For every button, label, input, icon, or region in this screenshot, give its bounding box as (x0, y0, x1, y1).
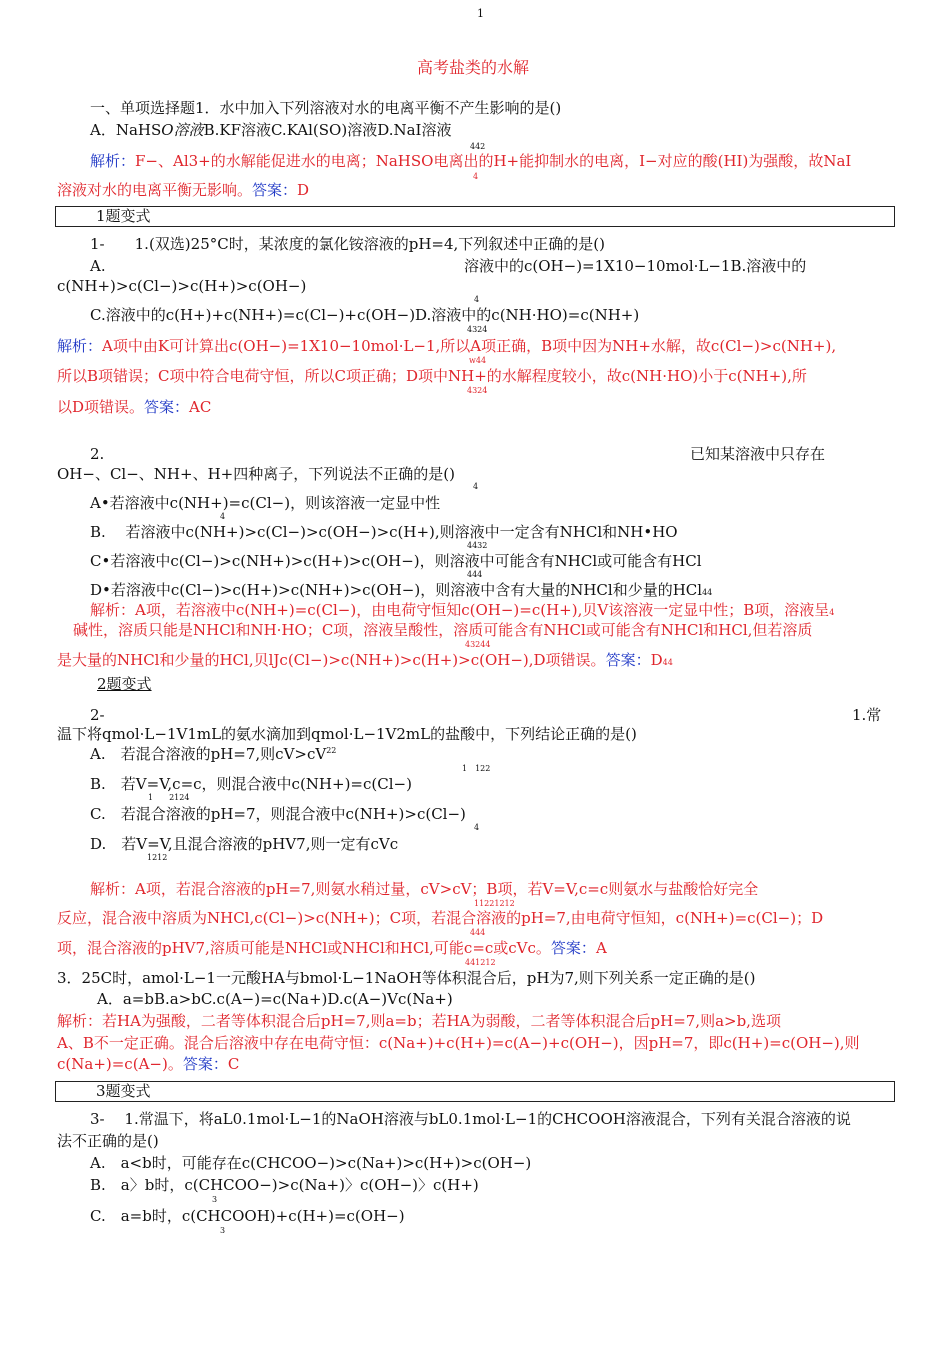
subscript-note: 4 (474, 295, 480, 304)
variant-3-header: 3题变式 (96, 1082, 151, 1100)
variant-1-explanation-line-1 (57, 336, 836, 356)
variant-3-option-c: C. a=b时，c(CHCOOH)+c(H+)=c(OH−) (90, 1207, 405, 1225)
question-3-answer-label: 答案： (182, 1055, 228, 1073)
q1-option-a-italic: O溶液 (161, 121, 204, 139)
superscript-note: 22 (326, 746, 337, 755)
question-1-stem (90, 98, 561, 118)
variant-1-number: 1- (90, 235, 105, 253)
variant-3-option-b: B. a〉b时，c(CHCOO−)>c(Na+)〉c(OH−)〉c(H+) (90, 1176, 479, 1194)
variant-1-explanation-line-3 (57, 397, 211, 417)
variant-3-stem-line-1 (90, 1109, 851, 1129)
question-2-option-c: C•若溶液中c(Cl−)>c(NH+)>c(H+)>c(OH−)，则溶液中可能含有NHCl或可能含有HCl (90, 552, 702, 570)
variant-3-header-box (55, 1081, 895, 1102)
variant-3-option-a: A. a<b时，可能存在c(CHCOO−)>c(Na+)>c(H+)>c(OH−) (90, 1154, 532, 1172)
question-3-explanation-line-3 (57, 1054, 239, 1074)
question-2-answer: D (650, 651, 663, 669)
subscript-note: 1212 (147, 853, 168, 862)
variant-2-option-d: D. 若V=V,且混合溶液的pHV7,则一定有cVc (90, 835, 399, 853)
question-2-stem: OH−、Cl−、NH+、H+四种离子，下列说法不正确的是() (57, 465, 455, 483)
variant-1-explanation-label: 解析： (57, 337, 103, 355)
question-3-explanation-line-1: 解析：若HA为强酸，二者等体积混合后pH=7,则a=b；若HA为弱酸，二者等体积混合后pH=7,则a>b,选项 (57, 1012, 781, 1030)
variant-2-option-a-text: A. 若混合溶液的pH=7,则cV>cV (90, 745, 327, 763)
question-1-options (90, 120, 451, 140)
question-2-explanation-line-1 (90, 600, 834, 620)
variant-1-option-a-continued: c(NH+)>c(Cl−)>c(H+)>c(OH−) (57, 277, 307, 295)
variant-2-answer: A (595, 939, 607, 957)
variant-2-stem-right: 1.常 (852, 706, 882, 724)
subscript-note: 444 (467, 570, 483, 579)
subscript-note: 3 (220, 1226, 226, 1235)
q1-answer-label: 答案： (252, 181, 298, 199)
subscript-note: 4 (474, 823, 480, 832)
variant-2-explanation-line-3 (57, 938, 607, 958)
page-number: 1 (477, 7, 484, 20)
subscript-note: 4324 (467, 386, 488, 395)
subscript-note: 4324 (467, 325, 488, 334)
variant-2-option-b: B. 若V=V,c=c，则混合液中c(NH+)=c(Cl−) (90, 775, 412, 793)
subscript-note: 44 (702, 588, 713, 597)
q1-answer: D (297, 181, 310, 199)
q1-explanation-line-1 (90, 151, 851, 171)
subscript-note: 4 (473, 172, 479, 181)
question-2-stem-right: 已知某溶液中只存在 (690, 445, 826, 463)
variant-1-explanation-text-3: 以D项错误。 (57, 398, 145, 416)
variant-2-explanation-line-1: 解析：A项，若混合溶液的pH=7,则氨水稍过量，cV>cV；B项，若V=V,c=c则氨水与盐酸恰好完全 (90, 880, 759, 898)
subscript-note: 44 (662, 658, 673, 667)
question-2-answer-label: 答案： (605, 651, 651, 669)
variant-1-answer: AC (189, 398, 212, 416)
question-2-number: 2. (90, 445, 105, 463)
variant-2-option-a (90, 744, 336, 764)
q1-explanation-label: 解析： (90, 152, 136, 170)
subscript-note: 442 (470, 142, 486, 151)
q1-option-a: A．NaHS (90, 121, 162, 139)
question-2-explanation-line-2: 碱性，溶质只能是NHCl和NH·HO；C项，溶液呈酸性，溶质可能含有NHCl或可能含有NHCl和HCl,但若溶质 (73, 621, 813, 639)
variant-2-answer-label: 答案： (550, 939, 596, 957)
variant-3-stem-text: 1.常温下，将aL0.1mol·L−1的NaOH溶液与bL0.1mol·L−1的CHCOOH溶液混合，下列有关混合溶液的说 (124, 1110, 851, 1128)
question-3-explanation-line-2: A、B不一定正确。混合后溶液中存在电荷守恒：c(Na+)+c(H+)=c(A−)+c(OH−)，因pH=7，即c(H+)=c(OH−),则 (57, 1034, 860, 1052)
subscript-note: 1 2124 (148, 793, 190, 802)
subscript-note: 11221212 (474, 899, 515, 908)
subscript-note: 441212 (465, 958, 496, 967)
q1-explanation-line-2 (57, 180, 309, 200)
variant-3-number: 3- (90, 1110, 105, 1128)
subscript-note: 4 (473, 482, 479, 491)
question-2-option-d-text: D•若溶液中c(Cl−)>c(H+)>c(NH+)>c(OH−)，则溶液中含有大量的NHCl和少量的HCl (90, 581, 703, 599)
question-2-option-a: A•若溶液中c(NH+)=c(Cl−)，则该溶液一定显中性 (90, 494, 441, 512)
question-3-stem: 3．25C时，amol·L−1一元酸HA与bmol·L−1NaOH等体积混合后，pH为7,则下列关系一定正确的是() (57, 969, 756, 987)
question-2-explanation-text-3: 是大量的NHCl和少量的HCl,贝lJc(Cl−)>c(NH+)>c(H+)>c(OH−),D项错误。 (57, 651, 606, 669)
variant-2-option-c: C. 若混合溶液的pH=7，则混合液中c(NH+)>c(Cl−) (90, 805, 466, 823)
subscript-note: 4 (829, 608, 835, 617)
subscript-note: 43244 (465, 640, 491, 649)
variant-2-explanation-text-3: 项，混合溶液的pHV7,溶质可能是NHCl或NHCl和HCl,可能c=c或cVc。 (57, 939, 551, 957)
q1-options-rest: B.KF溶液C.KAl(SO)溶液D.NaI溶液 (203, 121, 452, 139)
subscript-note: 444 (470, 928, 486, 937)
variant-1-explanation-text-1: A项中由K可计算出c(OH−)=1X10−10mol·L−1,所以A项正确，B项中因为NH+水解，故c(Cl−)>c(NH+), (102, 337, 837, 355)
variant-1-option-c-d: C.溶液中的c(H+)+c(NH+)=c(Cl−)+c(OH−)D.溶液中的c(NH·HO)=c(NH+) (90, 306, 640, 324)
q1-explanation-text: F−、Al3+的水解能促进水的电离；NaHSO电离出的H+能抑制水的电离，I−对应的酸(HI)为强酸，故NaI (135, 152, 852, 170)
question-3-answer: C (227, 1055, 240, 1073)
variant-1-stem (90, 234, 605, 254)
page-title: 高考盐类的水解 (417, 58, 530, 77)
question-2-option-d (90, 580, 712, 600)
variant-1-answer-label: 答案： (144, 398, 190, 416)
variant-2-stem: 温下将qmol·L−1V1mL的氨水滴加到qmol·L−1V2mL的盐酸中，下列结论正确的是() (57, 725, 637, 743)
variant-1-explanation-line-2: 所以B项错误；C项中符合电荷守恒，所以C项正确；D项中NH+的水解程度较小，故c(NH·HO)小于c(NH+),所 (57, 367, 807, 385)
q1-explanation-text-2: 溶液对水的电离平衡无影响。 (57, 181, 253, 199)
question-3-explanation-text-3: c(Na+)=c(A−)。 (57, 1055, 183, 1073)
section-heading: 一、单项选择题 (90, 99, 196, 117)
variant-3-stem-line-2: 法不正确的是() (57, 1132, 159, 1150)
variant-2-header: 2题变式 (97, 675, 152, 693)
q1-stem-text: 1．水中加入下列溶液对水的电离平衡不产生影响的是() (195, 99, 562, 117)
variant-2-explanation-line-2: 反应，混合液中溶质为NHCl,c(Cl−)>c(NH+)；C项，若混合溶液的pH=7,由电荷守恒知，c(NH+)=c(Cl−)；D (57, 909, 824, 927)
subscript-note: 4 (220, 512, 226, 521)
variant-1-option-a-right: 溶液中的c(OH−)=1X10−10mol·L−1B.溶液中的 (464, 257, 807, 275)
question-2-option-b: B. 若溶液中c(NH+)>c(Cl−)>c(OH−)>c(H+),则溶液中一定含有NHCl和NH•HO (90, 523, 678, 541)
question-2-explanation-line-3 (57, 650, 673, 670)
subscript-note: w44 (469, 356, 487, 365)
question-3-options: A．a=bB.a>bC.c(A−)=c(Na+)D.c(A−)Vc(Na+) (97, 990, 453, 1008)
variant-2-number: 2- (90, 706, 105, 724)
question-2-explanation-text-1: 解析：A项，若溶液中c(NH+)=c(Cl−)，由电荷守恒知c(OH−)=c(H+),贝V该溶液一定显中性；B项，溶液呈 (90, 601, 830, 619)
subscript-note: 4432 (467, 541, 488, 550)
variant-1-header: 1题变式 (96, 207, 151, 225)
subscript-note: 3 (212, 1195, 218, 1204)
variant-1-option-a-label: A. (90, 257, 106, 275)
variant-1-stem-text: 1.(双选)25°C时，某浓度的氯化铵溶液的pH=4,下列叙述中正确的是() (134, 235, 605, 253)
variant-1-header-box (55, 206, 895, 227)
subscript-note: 1 122 (462, 764, 491, 773)
